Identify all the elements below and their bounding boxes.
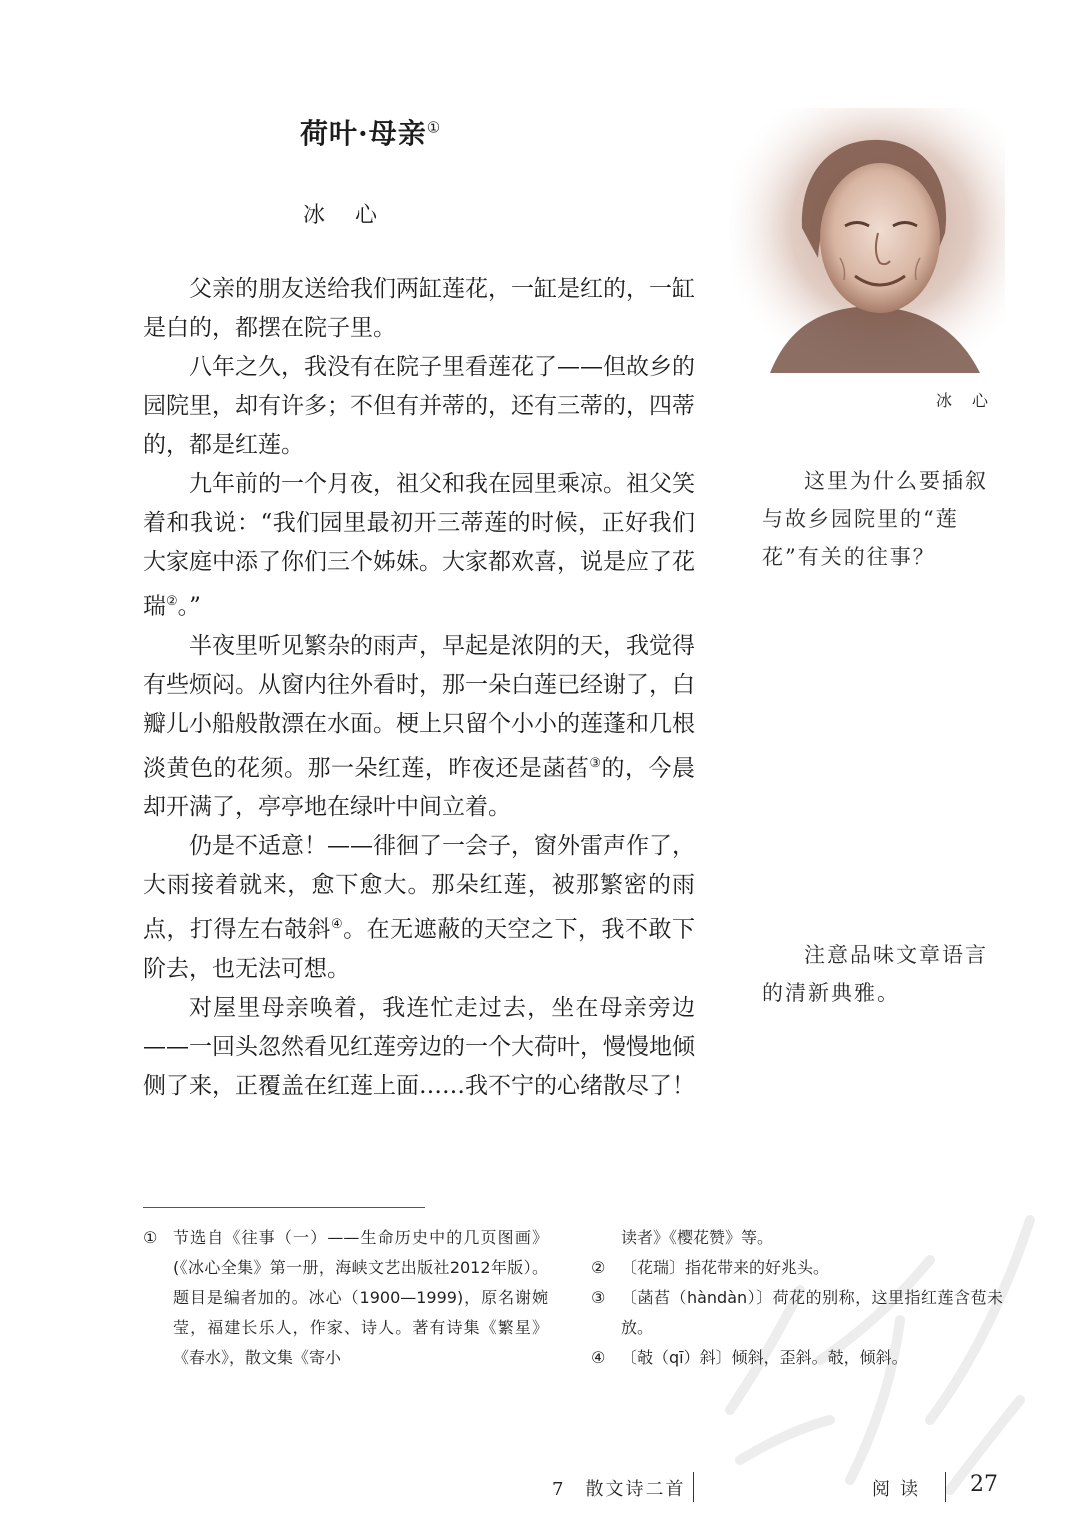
footnote-ref: ②	[166, 594, 178, 609]
footer-section: 阅读	[872, 1479, 928, 1500]
footnote-text: 〔菡萏（hàndàn）〕荷花的别称，这里指红莲含苞未放。	[621, 1288, 1003, 1337]
article-author: 冰心	[303, 203, 408, 228]
footnote-mark: ②	[591, 1258, 606, 1277]
title-footnote-ref: ①	[426, 118, 442, 137]
paragraph-text: 的，今晨却开满了，亭亭地在绿叶中间立着。	[143, 755, 696, 821]
page-number: 27	[970, 1472, 998, 1497]
paragraph-text: 九年前的一个月夜，祖父和我在园里乘凉。祖父笑着和我说：“我们园里最初开三蒂莲的时候，正好我们大家庭中添了你们三个姊妹。大家都欢喜，说是应了花瑞	[143, 471, 695, 620]
paragraph: 八年之久，我没有在院子里看莲花了——但故乡的园院里，却有许多；不但有并蒂的，还有三蒂的，四蒂的，都是红莲。	[143, 354, 695, 458]
side-note-question: 这里为什么要插叙与故乡园院里的“莲花”有关的往事？	[762, 469, 988, 569]
footnote-mark: ③	[591, 1288, 606, 1307]
footnotes-left-column	[143, 1223, 548, 1373]
paragraph-text: 仍是不适意！——徘徊了一会子，窗外雷声作了，大雨接着就来，愈下愈大。那朵红莲，被那繁密的雨点，打得左右攲斜	[143, 833, 695, 943]
paragraph: 对屋里母亲唤着，我连忙走过去，坐在母亲旁边——一回头忽然看见红莲旁边的一个大荷叶，慢慢地倾侧了来，正覆盖在红莲上面……我不宁的心绪散尽了！	[143, 994, 695, 1099]
portrait-caption: 冰心	[936, 391, 1009, 410]
footnote-continuation: 读者》《樱花赞》等。	[621, 1228, 774, 1247]
paragraph	[143, 627, 695, 828]
footnote-text: 〔攲（qī）斜〕倾斜，歪斜。攲，倾斜。	[621, 1348, 908, 1367]
paragraph-text: 。在无遮蔽的天空之下，我不敢下阶去，也无法可想。	[143, 916, 696, 982]
author-portrait	[730, 108, 1005, 373]
footnote-mark: ①	[143, 1228, 158, 1247]
footnote-item	[143, 1223, 548, 1373]
footnote-ref: ④	[330, 917, 344, 933]
paragraph	[143, 827, 695, 989]
footer-separator	[693, 1472, 694, 1502]
paragraph: 父亲的朋友送给我们两缸莲花，一缸是红的，一缸是白的，都摆在院子里。	[143, 276, 695, 341]
footer-separator	[945, 1472, 946, 1502]
footnote-text: 节选自《往事（一）——生命历史中的几页图画》(《冰心全集》第一册，海峡文艺出版社2012年版）。题目是编者加的。冰心（1900—1999)，原名谢婉莹，福建长乐人，作家、诗人。著有诗集《繁星》《春水》，散文集《寄小	[173, 1228, 548, 1367]
paragraph-text: 半夜里听见繁杂的雨声，早起是浓阴的天，我觉得有些烦闷。从窗内往外看时，那一朵白莲已经谢了，白瓣儿小船般散漂在水面。梗上只留个小小的莲蓬和几根淡黄色的花须。那一朵红莲，昨夜还是菡萏	[143, 632, 695, 782]
side-note-tip: 注意品味文章语言的清新典雅。	[762, 943, 988, 1005]
article-title	[300, 112, 441, 152]
running-footer	[0, 1472, 1087, 1512]
footnote-divider	[143, 1207, 425, 1208]
paragraph	[143, 465, 695, 627]
article-title-text: 荷叶·母亲	[300, 117, 427, 150]
footnote-ref: ③	[589, 755, 602, 771]
article-body	[143, 270, 695, 1106]
footnote-text: 〔花瑞〕指花带来的好兆头。	[621, 1258, 830, 1277]
paragraph-text: 。”	[177, 593, 201, 620]
footer-chapter: 7 散文诗二首	[552, 1479, 686, 1500]
footnote-mark: ④	[591, 1348, 606, 1367]
